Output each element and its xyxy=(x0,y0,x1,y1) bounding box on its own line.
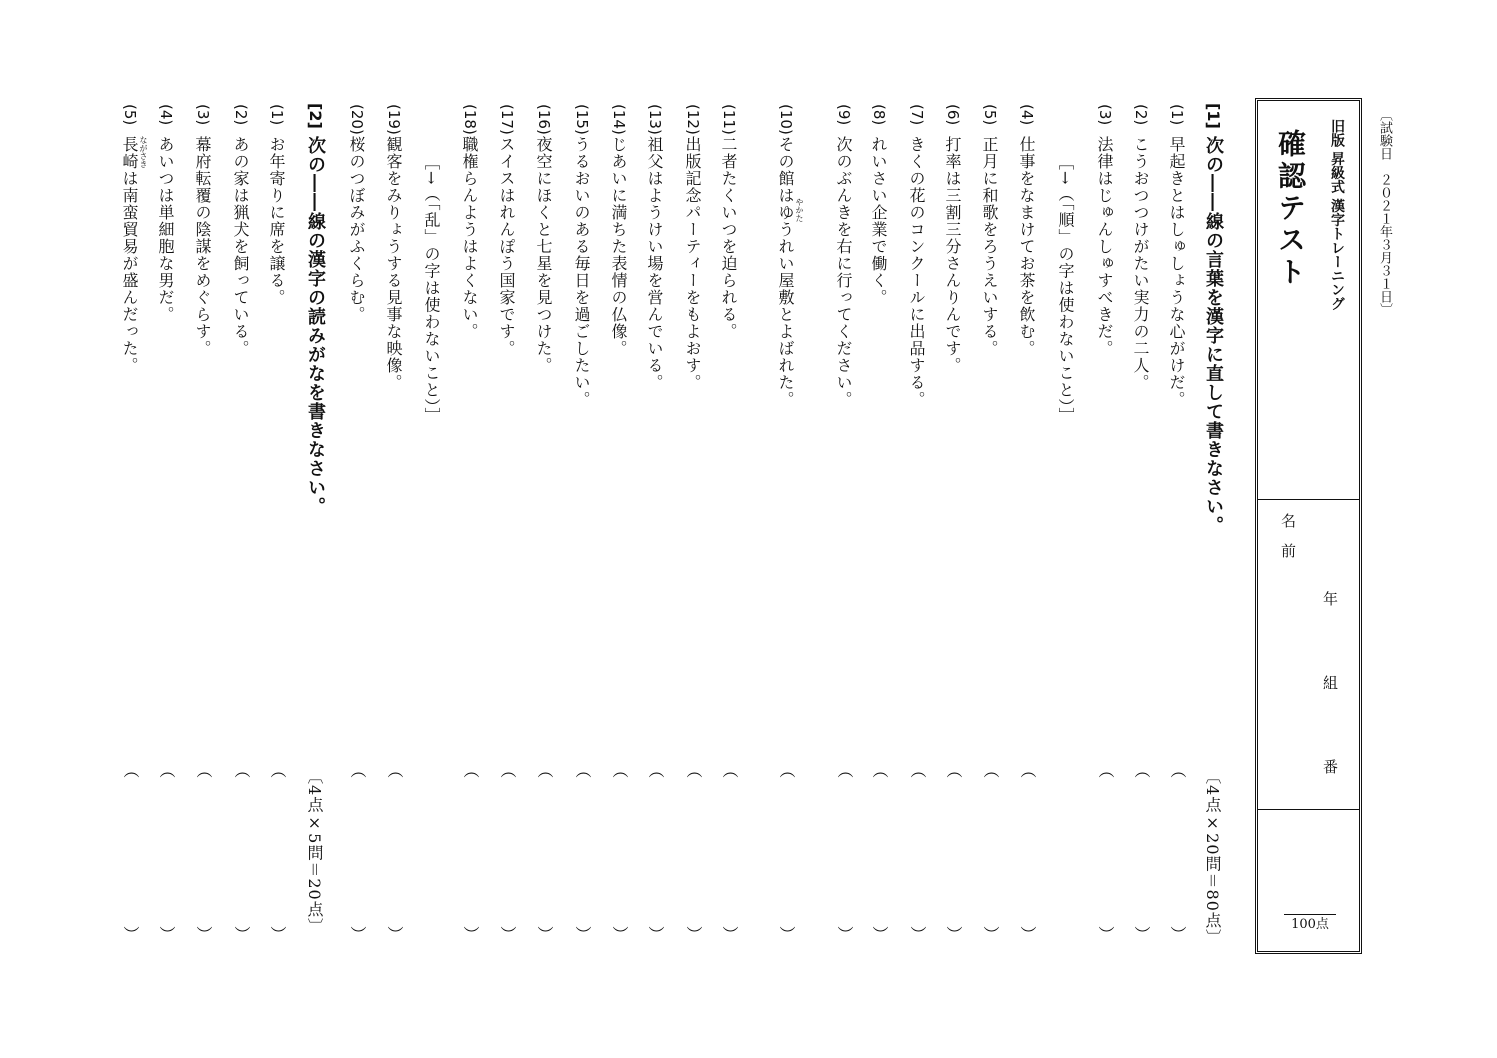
section2-points: 〔4点×5問＝20点〕 xyxy=(305,768,324,935)
section1-item-answer-close[interactable]: ） xyxy=(835,926,854,942)
section1-item-answer-close[interactable]: ） xyxy=(777,926,796,942)
section2-item-number: (2) xyxy=(232,104,250,126)
section1-item-answer-open[interactable]: （ xyxy=(870,762,889,778)
name-label: 名 前 xyxy=(1279,513,1297,558)
section1-item-answer-close[interactable]: ） xyxy=(610,926,629,942)
section2-item-answer-open[interactable]: （ xyxy=(268,762,287,778)
section1-item-answer-close[interactable]: ） xyxy=(1018,926,1037,942)
section2-item-answer-open[interactable]: （ xyxy=(157,762,176,778)
section1-item-number: (2) xyxy=(1132,104,1150,126)
section1-item-answer-open[interactable]: （ xyxy=(646,762,665,778)
section1-item-question: れいさい企業で働く。 xyxy=(869,136,888,306)
section1-item-question: 出版記念パーティーをもよおす。 xyxy=(683,136,702,391)
section1-item-number: (18) xyxy=(461,104,479,135)
section1-item-answer-open[interactable]: （ xyxy=(1096,762,1115,778)
section2-item-question: あの家は猟犬を飼っている。 xyxy=(231,136,250,357)
section1-item-question: 桜のつぼみがふくらむ。 xyxy=(347,136,366,323)
header-divider xyxy=(1258,809,1359,810)
section1-item-answer-close[interactable]: ） xyxy=(684,926,703,942)
section1-item-number: (12) xyxy=(684,104,702,135)
section1-item-number: (17) xyxy=(498,104,516,135)
section1-item-number: (15) xyxy=(573,104,591,135)
section1-item-number: (6) xyxy=(944,104,962,126)
page-title: 確認テスト xyxy=(1274,129,1307,289)
section1-item-answer-close[interactable]: ） xyxy=(944,926,963,942)
section2-item-answer-close[interactable]: ） xyxy=(121,926,140,942)
section1-item-answer-close[interactable]: ） xyxy=(908,926,927,942)
section1-item-number: (3) xyxy=(1096,104,1114,126)
section1-item-answer-open[interactable]: （ xyxy=(908,762,927,778)
section2-item-answer-open[interactable]: （ xyxy=(194,762,213,778)
section1-item-answer-open[interactable]: （ xyxy=(1168,762,1187,778)
section2-item-question: 長崎は南蛮貿易が盛んだった。 xyxy=(120,136,139,374)
section2-item-answer-open[interactable]: （ xyxy=(232,762,251,778)
score-box: 100点 xyxy=(1284,914,1336,935)
section1-item-question: 法律はじゅんしゅすべきだ。 xyxy=(1095,136,1114,357)
section2-item-answer-close[interactable]: ） xyxy=(194,926,213,942)
section1-item-question: じあいに満ちた表情の仏像。 xyxy=(609,136,628,357)
section1-points: 〔4点×20問＝80点〕 xyxy=(1203,768,1222,946)
section1-item-question: 観客をみりょうする見事な映像。 xyxy=(384,136,403,391)
exam-date: 〔試験日 ２０２１年３月３１日〕 xyxy=(1377,108,1392,316)
section2-item-ruby: ながさき xyxy=(139,136,148,168)
section1-item-answer-open[interactable]: （ xyxy=(610,762,629,778)
section1-item-question: 次のぶんきを右に行ってください。 xyxy=(834,136,853,408)
section1-item-answer-close[interactable]: ） xyxy=(870,926,889,942)
section1-item-question: 夜空にほくと七星を見つけた。 xyxy=(534,136,553,374)
section1-item-question: 打率は三割三分さんりんです。 xyxy=(943,136,962,374)
section1-item-answer-open[interactable]: （ xyxy=(1018,762,1037,778)
section2-item-answer-close[interactable]: ） xyxy=(232,926,251,942)
section1-item-answer-open[interactable]: （ xyxy=(944,762,963,778)
section1-item-answer-close[interactable]: ） xyxy=(720,926,739,942)
section1-item-answer-open[interactable]: （ xyxy=(385,762,404,778)
section1-item-answer-open[interactable]: （ xyxy=(720,762,739,778)
section1-item-answer-close[interactable]: ） xyxy=(385,926,404,942)
section1-item-answer-open[interactable]: （ xyxy=(573,762,592,778)
section1-instruction: 次の――線の言葉を漢字に直して書きなさい。 xyxy=(1203,136,1224,535)
section1-item-number: (10) xyxy=(777,104,795,135)
section1-item-answer-open[interactable]: （ xyxy=(684,762,703,778)
section1-item-question: こうおつつけがたい実力の二人。 xyxy=(1131,136,1150,391)
section2-item-question: お年寄りに席を譲る。 xyxy=(267,136,286,306)
section1-item-number: (20) xyxy=(348,104,366,135)
section1-item-number: (14) xyxy=(610,104,628,135)
section1-item-question: スイスはれんぽう国家です。 xyxy=(497,136,516,357)
section2-item-number: (3) xyxy=(194,104,212,126)
section1-marker: [1] xyxy=(1204,103,1223,129)
section1-item-answer-close[interactable]: ） xyxy=(646,926,665,942)
section1-item-question: その館はゆうれい屋敷とよばれた。 xyxy=(776,136,795,408)
section1-item-answer-close[interactable]: ） xyxy=(981,926,1000,942)
section1-item-number: (19) xyxy=(385,104,403,135)
section2-item-answer-open[interactable]: （ xyxy=(121,762,140,778)
section1-item-note: ［→（「順」の字は使わないこと）］ xyxy=(1056,154,1075,425)
section1-item-number: (1) xyxy=(1168,104,1186,126)
section1-item-answer-close[interactable]: ） xyxy=(1168,926,1187,942)
class-label: 年 組 番 xyxy=(1321,591,1339,780)
header-divider xyxy=(1258,499,1359,500)
section1-item-answer-close[interactable]: ） xyxy=(1096,926,1115,942)
section1-item-answer-close[interactable]: ） xyxy=(1132,926,1151,942)
section2-item-number: (5) xyxy=(121,104,139,126)
section2-item-answer-close[interactable]: ） xyxy=(268,926,287,942)
section1-item-answer-open[interactable]: （ xyxy=(535,762,554,778)
section2-item-answer-close[interactable]: ） xyxy=(157,926,176,942)
section1-item-question: 祖父はようけい場を営んでいる。 xyxy=(645,136,664,391)
section2-item-question: 幕府転覆の陰謀をめぐらす。 xyxy=(193,136,212,357)
section1-item-number: (8) xyxy=(870,104,888,126)
section1-item-answer-open[interactable]: （ xyxy=(1132,762,1151,778)
section1-item-number: (7) xyxy=(908,104,926,126)
section1-item-answer-close[interactable]: ） xyxy=(461,926,480,942)
section1-item-number: (4) xyxy=(1018,104,1036,126)
section1-item-question: 正月に和歌をろうえいする。 xyxy=(980,136,999,357)
section2-instruction: 次の――線の漢字の読みがなを書きなさい。 xyxy=(305,136,326,516)
section2-item-question: あいつは単細胞な男だ。 xyxy=(156,136,175,323)
section1-item-question: 職権らんようはよくない。 xyxy=(460,136,479,340)
section1-item-number: (11) xyxy=(720,104,738,135)
section1-item-answer-open[interactable]: （ xyxy=(348,762,367,778)
section1-item-question: きくの花のコンクールに出品する。 xyxy=(907,136,926,408)
section1-item-number: (5) xyxy=(981,104,999,126)
section1-item-answer-close[interactable]: ） xyxy=(348,926,367,942)
section1-item-number: (13) xyxy=(646,104,664,135)
section1-item-question: うるおいのある毎日を過ごしたい。 xyxy=(572,136,591,408)
section1-item-answer-open[interactable]: （ xyxy=(835,762,854,778)
section1-item-answer-close[interactable]: ） xyxy=(573,926,592,942)
section1-item-question: 早起きとはしゅしょうな心がけだ。 xyxy=(1167,136,1186,408)
section2-marker: [2] xyxy=(306,103,325,129)
section2-item-number: (1) xyxy=(268,104,286,126)
section1-item-answer-close[interactable]: ） xyxy=(498,926,517,942)
header-box xyxy=(1255,98,1362,954)
section1-item-answer-open[interactable]: （ xyxy=(777,762,796,778)
section1-item-question: 仕事をなまけてお茶を飲む。 xyxy=(1017,136,1036,357)
section1-item-answer-open[interactable]: （ xyxy=(498,762,517,778)
section1-item-question: 二者たくいつを迫られる。 xyxy=(719,136,738,340)
section2-item-number: (4) xyxy=(157,104,175,126)
section1-item-answer-open[interactable]: （ xyxy=(981,762,1000,778)
section1-item-note: ［→（「乱」の字は使わないこと）］ xyxy=(422,154,441,425)
section1-item-number: (9) xyxy=(835,104,853,126)
section1-item-number: (16) xyxy=(535,104,553,135)
series-title: 旧版 昇級式 漢字トレーニング xyxy=(1329,119,1345,311)
section1-item-ruby: やかた xyxy=(795,198,804,222)
section1-item-answer-close[interactable]: ） xyxy=(535,926,554,942)
section1-item-answer-open[interactable]: （ xyxy=(461,762,480,778)
